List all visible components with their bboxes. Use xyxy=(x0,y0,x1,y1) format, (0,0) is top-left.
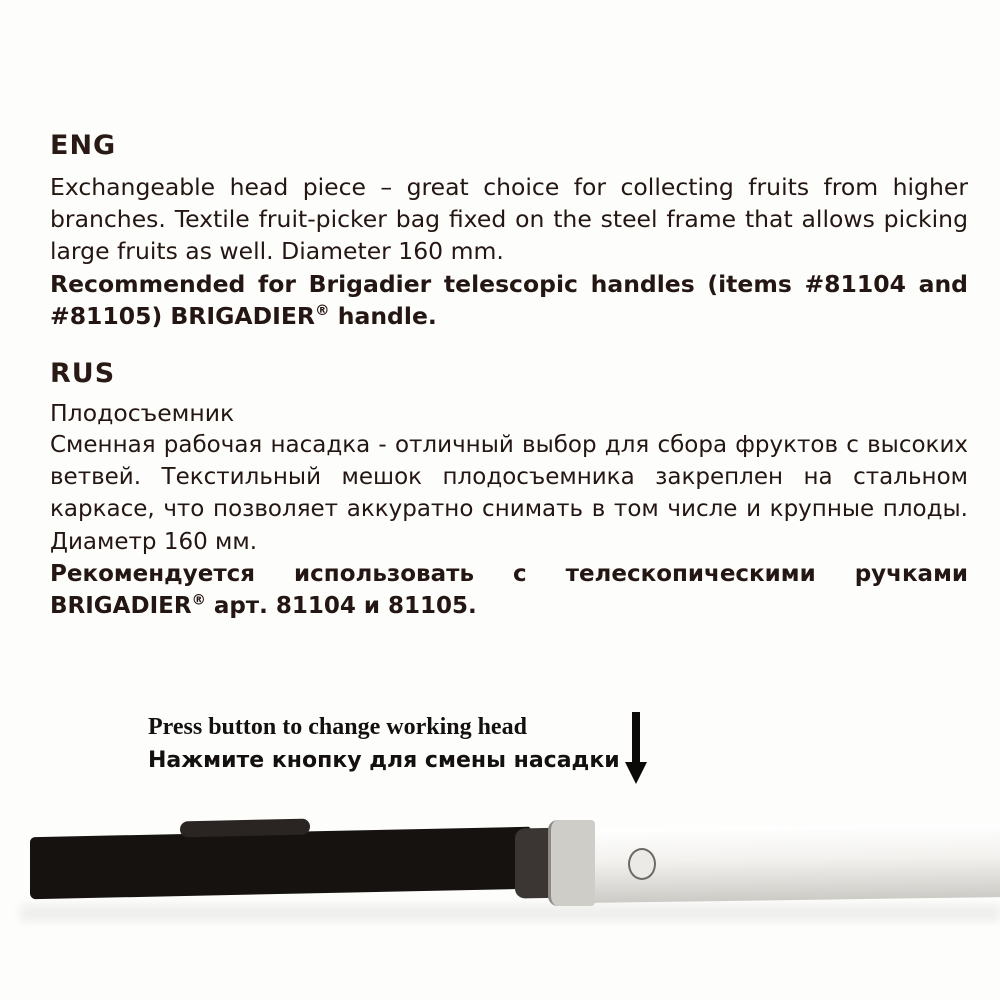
release-button xyxy=(628,848,656,880)
arrow-head xyxy=(625,762,647,784)
arrow-shaft xyxy=(632,712,640,766)
eng-recommendation xyxy=(50,268,968,332)
registered-trademark-icon: ® xyxy=(315,301,330,319)
rus-heading: RUS xyxy=(50,357,116,389)
eng-recommendation-tail: handle. xyxy=(329,301,437,330)
down-arrow-icon xyxy=(628,712,642,784)
rus-subtitle: Плодосъемник xyxy=(50,398,235,427)
rus-recommendation-tail: арт. 81104 и 81105. xyxy=(205,592,477,619)
tool-black-body xyxy=(30,827,530,899)
photo-callout xyxy=(148,710,668,777)
eng-recommendation-text: Recommended for Brigadier telescopic handles (items #81104 and #81105) BRIGADIER xyxy=(50,269,968,330)
eng-block xyxy=(50,130,970,332)
rus-recommendation xyxy=(50,558,968,622)
rus-body-text: Сменная рабочая насадка - отличный выбор для сбора фруктов с высоких ветвей. Текстильный мешок плодосъемника закреплен на стальном каркасе, что позволяет аккуратно снимать в том числе и крупные плоды. Диаметр 160 мм. xyxy=(50,431,968,555)
callout-line-eng: Press button to change working head xyxy=(148,714,527,740)
eng-body-text: Exchangeable head piece – great choice for collecting fruits from higher branches. Textile fruit-picker bag fixed on the steel frame that allows picking large fruits as well. Diameter 160 mm. xyxy=(50,173,968,266)
product-photo xyxy=(0,690,1000,1000)
callout-line-rus: Нажмите кнопку для смены насадки xyxy=(148,747,620,773)
tool-black-lip xyxy=(180,819,310,838)
eng-heading: ENG xyxy=(50,130,117,161)
rus-block xyxy=(50,358,970,622)
tool-illustration xyxy=(0,812,1000,1000)
registered-trademark-icon-rus: ® xyxy=(191,592,206,609)
text-content xyxy=(50,130,970,622)
tool-shadow xyxy=(20,904,1000,922)
rus-recommendation-text: Рекомендуется использовать с телескопическими ручками BRIGADIER xyxy=(50,560,968,619)
tool-collar xyxy=(548,820,595,906)
